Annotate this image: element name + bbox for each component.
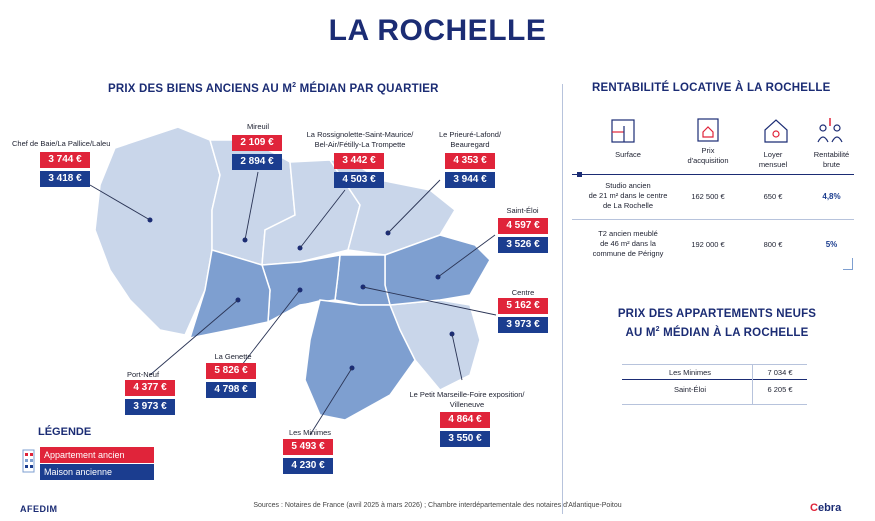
page-title: LA ROCHELLE bbox=[328, 14, 547, 47]
house-key-icon bbox=[762, 116, 790, 144]
legend-item-maison: Maison ancienne bbox=[40, 464, 154, 480]
price-tag-house-icon bbox=[695, 116, 721, 144]
price-maison: 3 526 € bbox=[498, 237, 548, 253]
cebra-logo: Cebra bbox=[810, 502, 842, 514]
row1-prix: 162 500 € bbox=[691, 192, 725, 201]
price-pair-mireuil bbox=[232, 135, 282, 170]
price-maison: 3 944 € bbox=[445, 172, 495, 188]
district-label-prieure: Le Prieuré-Lafond/ Beauregard bbox=[438, 130, 502, 149]
new-row2-name: Saint-Éloi bbox=[673, 385, 707, 394]
price-maison: 3 973 € bbox=[125, 399, 175, 415]
district-label-chef-de-baie: Chef de Baie/La Pallice/Laleu bbox=[12, 139, 111, 148]
price-maison: 3 418 € bbox=[40, 171, 90, 187]
row2-surface: T2 ancien meublé de 46 m² dans la commune de Périgny bbox=[592, 229, 664, 258]
district-label-rossignolette: La Rossignolette-Saint-Maurice/ Bel-Air/Fétilly-La Trompette bbox=[306, 130, 414, 149]
price-ancien: 5 493 € bbox=[283, 439, 333, 455]
row2-prix: 192 000 € bbox=[691, 240, 725, 249]
floor-plan-icon bbox=[610, 118, 636, 144]
price-pair-rossignolette bbox=[334, 153, 384, 188]
legend-title: LÉGENDE bbox=[38, 426, 92, 438]
price-pair-port-neuf bbox=[125, 380, 175, 415]
header-surface: Surface bbox=[615, 150, 641, 159]
price-ancien: 3 442 € bbox=[334, 153, 384, 169]
price-maison: 2 894 € bbox=[232, 154, 282, 170]
price-ancien: 2 109 € bbox=[232, 135, 282, 151]
header-loyer: Loyer mensuel bbox=[758, 150, 788, 169]
price-maison: 4 503 € bbox=[334, 172, 384, 188]
price-ancien: 4 864 € bbox=[440, 412, 490, 428]
price-ancien: 3 744 € bbox=[40, 152, 90, 168]
district-centre bbox=[335, 255, 390, 305]
price-maison: 4 230 € bbox=[283, 458, 333, 474]
price-ancien: 4 377 € bbox=[125, 380, 175, 396]
new-row1-name: Les Minimes bbox=[668, 368, 712, 377]
district-label-la-genette: La Genette bbox=[214, 352, 252, 361]
building-icon bbox=[20, 446, 38, 476]
price-pair-centre bbox=[498, 298, 548, 333]
row2-loyer: 800 € bbox=[763, 240, 783, 249]
sources-text: Sources : Notaires de France (avril 2025 à mars 2026) ; Chambre interdépartementale des notaires d'Atlantique-Poitou bbox=[253, 502, 622, 509]
price-maison: 3 550 € bbox=[440, 431, 490, 447]
price-pair-petit-marseille bbox=[440, 412, 490, 447]
price-pair-la-genette bbox=[206, 363, 256, 398]
people-money-icon bbox=[815, 116, 845, 144]
price-maison: 4 798 € bbox=[206, 382, 256, 398]
district-label-centre: Centre bbox=[511, 288, 535, 297]
new-section-title: PRIX DES APPARTEMENTS NEUFS AU $M^2$ MÉDIAN À LA ROCHELLE bbox=[617, 308, 817, 339]
row2-rentabilite: 5% bbox=[825, 240, 838, 249]
price-ancien: 5 826 € bbox=[206, 363, 256, 379]
district-label-mireuil: Mireuil bbox=[246, 122, 270, 131]
price-ancien: 4 597 € bbox=[498, 218, 548, 234]
price-pair-saint-eloi bbox=[498, 218, 548, 253]
price-pair-prieure bbox=[445, 153, 495, 188]
district-label-port-neuf: Port-Neuf bbox=[126, 370, 160, 379]
legend-item-appartement: Appartement ancien bbox=[40, 447, 154, 463]
row1-rentabilite: 4,8% bbox=[822, 192, 841, 201]
row1-surface: Studio ancien de 21 m² dans le centre de La Rochelle bbox=[588, 181, 668, 210]
new-row2-price: 6 205 € bbox=[767, 385, 793, 394]
map-section-title: PRIX DES BIENS ANCIENS AU $M^2$ MÉDIAN PAR QUARTIER bbox=[108, 82, 439, 95]
price-maison: 3 973 € bbox=[498, 317, 548, 333]
price-pair-les-minimes bbox=[283, 439, 333, 474]
district-label-petit-marseille: Le Petit Marseille-Foire exposition/ Villeneuve bbox=[409, 390, 525, 409]
header-prix: Prix d'acquisition bbox=[687, 146, 729, 165]
price-pair-chef-de-baie bbox=[40, 152, 90, 187]
section-divider bbox=[562, 84, 563, 514]
afedim-logo: AFEDIM bbox=[20, 504, 58, 514]
new-row1-price: 7 034 € bbox=[767, 368, 793, 377]
district-label-les-minimes: Les Minimes bbox=[288, 428, 332, 437]
rent-section-title: RENTABILITÉ LOCATIVE À LA ROCHELLE bbox=[592, 82, 831, 94]
price-ancien: 4 353 € bbox=[445, 153, 495, 169]
row1-loyer: 650 € bbox=[763, 192, 783, 201]
header-rentabilite: Rentabilité brute bbox=[813, 150, 850, 169]
district-label-saint-eloi: Saint-Éloi bbox=[506, 206, 539, 215]
table-rule bbox=[572, 219, 854, 220]
price-ancien: 5 162 € bbox=[498, 298, 548, 314]
table-rule bbox=[572, 174, 854, 175]
